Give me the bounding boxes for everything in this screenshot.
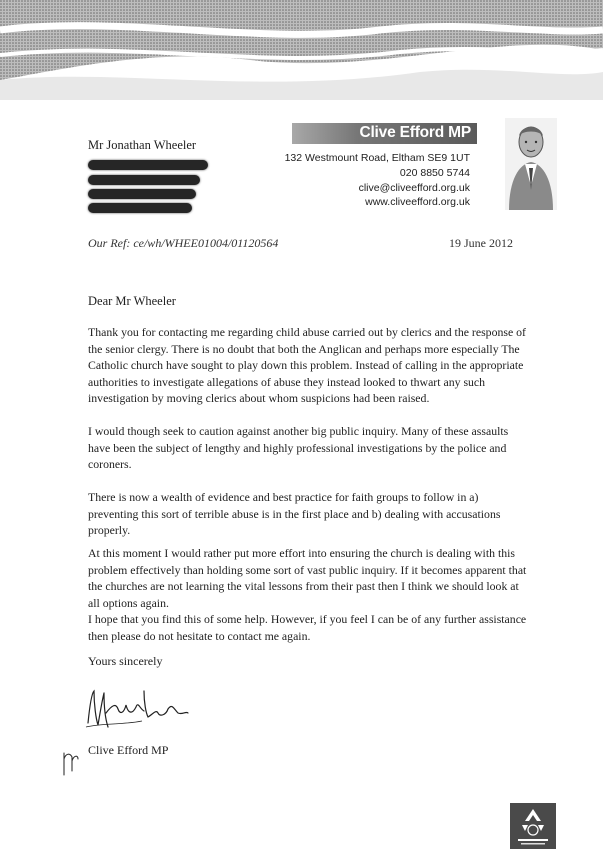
salutation: Dear Mr Wheeler <box>88 294 176 308</box>
closing: Yours sincerely <box>88 654 163 668</box>
body-paragraph: Thank you for contacting me regarding child abuse carried out by clerics and the response of the senior clergy. There is no doubt that both the Anglican and perhaps more especially The Catholic church have sought to play down this problem. Instead of calling in the appropriate authorities to investigate allegations of abuse they instead looked to thwart any such investigation by moving clerics about whom suspicions had been raised. <box>88 325 526 405</box>
body-paragraph: At this moment I would rather put more effort into ensuring the church is dealing with this problem effectively than holding some sort of vast public inquiry. If it becomes apparent that the churches are not learning the vital lessons from their past then I think we should look at all options again. <box>88 546 527 610</box>
recipient-name: Mr Jonathan Wheeler <box>88 138 197 152</box>
margin-handwritten-mark <box>60 747 80 779</box>
letter-reference: Our Ref: ce/wh/WHEE01004/01120564 <box>88 236 279 250</box>
redacted-address-line <box>88 189 196 199</box>
sender-name: Clive Efford MP <box>359 124 471 141</box>
sender-website: www.cliveefford.org.uk <box>365 196 470 208</box>
signatory-name: Clive Efford MP <box>88 743 169 757</box>
redacted-address-line <box>88 203 192 213</box>
sender-email: clive@cliveefford.org.uk <box>358 182 470 194</box>
body-paragraph: I hope that you find this of some help. However, if you feel I can be of any further assistance then please do not hesitate to contact me again. <box>88 612 527 643</box>
sender-portrait-photo <box>505 118 557 210</box>
body-paragraph: There is now a wealth of evidence and best practice for faith groups to follow in a) preventing this sort of terrible abuse is in the first place and b) dealing with accusations properly. <box>88 490 501 537</box>
sender-address: 132 Westmount Road, Eltham SE9 1UT <box>284 152 470 164</box>
letterhead-wave-band <box>0 0 603 100</box>
redacted-address-line <box>88 160 208 170</box>
letter-date: 19 June 2012 <box>449 236 513 250</box>
sender-phone: 020 8850 5744 <box>399 167 470 179</box>
handwritten-signature <box>82 683 192 733</box>
body-paragraph: I would though seek to caution against another big public inquiry. Many of these assaults have been the subject of lengthy and highly professional investigations by the police and coroners. <box>88 424 509 471</box>
redacted-address-line <box>88 175 200 185</box>
sender-name-banner <box>292 123 477 144</box>
certification-logo-icon <box>510 803 556 849</box>
